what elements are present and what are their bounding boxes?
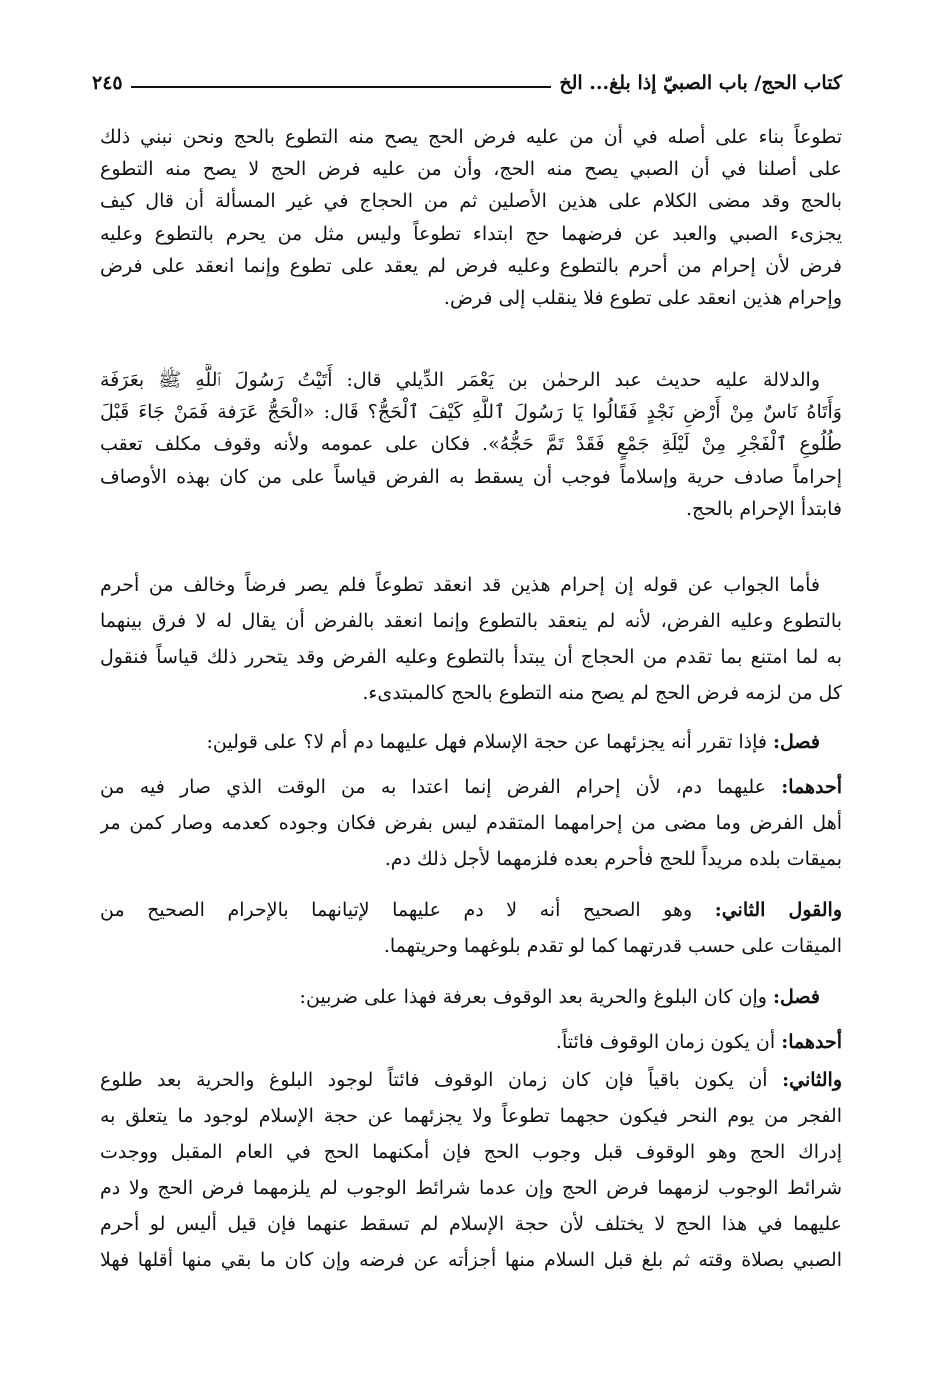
text-line: بالحج وقد مضى الكلام على هذين الأصلين ثم من الحجاج في غير المسألة أن قال كيف — [100, 190, 842, 213]
paragraph-second-case — [100, 1062, 842, 1278]
paragraph-1 — [100, 121, 842, 314]
text-line: إدراك الحج وهو الوقوف قبل وجوب الحج فإن أمكنهما الحج في العام المقبل ووجدت — [100, 1141, 842, 1163]
page-number: ٢٤٥ — [92, 72, 123, 94]
section-lead: فصل: — [773, 986, 820, 1008]
running-header — [92, 66, 842, 100]
section-fasl-2 — [100, 979, 842, 1015]
text-line: فإذا تقرر أنه يجزئهما عن حجة الإسلام فهل عليهما دم أم لا؟ على قولين: — [206, 731, 767, 753]
text-line: تطوعاً بناء على أصله في أن من عليه فرض الحج يصح منه التطوع بالحج ونحن نبني ذلك — [100, 126, 842, 148]
text-line: فأما الجواب عن قوله إن إحرام هذين قد انعقد تطوعاً فلم يصر فرضاً وخالف من أحرم — [100, 574, 820, 596]
text-line: والدلالة عليه حديث عبد الرحمٰن بن يَعْمَر الدِّيلي قال: أَتَيْتُ رَسُولَ ٱللَّهِ ﷺ بعَرَفَة — [100, 369, 820, 391]
text-line: عليهما دم، لأن إحرام الفرض إنما اعتدا به من الوقت الذي صار فيه من — [100, 776, 767, 798]
header-rule — [131, 86, 552, 88]
text-line: فابتدأ الإحرام بالحج. — [685, 497, 842, 520]
text-line: الفجر من يوم النحر فيكون حجهما تطوعاً ولا يجزئهما عن حجة الإسلام لوجود ما يتعلق به — [100, 1105, 842, 1127]
running-title: كتاب الحج/ باب الصبيّ إذا بلغ... الخ — [559, 72, 842, 94]
paragraph-first-opinion — [100, 769, 842, 877]
text-line: على أصلنا في أن الصبي يصح منه الحج، وأن من عليه فرض الحج لا يصح منه التطوع — [100, 158, 842, 181]
text-line: وإحرام هذين انعقد على تطوع فلا ينقلب إلى فرض. — [443, 286, 842, 309]
text-line: وإن كان البلوغ والحرية بعد الوقوف بعرفة فهذا على ضربين: — [299, 986, 767, 1008]
section-lead: والثاني: — [782, 1069, 842, 1091]
section-lead: والقول الثاني: — [714, 899, 842, 921]
paragraph-first-case — [100, 1024, 842, 1060]
paragraph-hadith — [100, 364, 842, 525]
text-line: إحراماً صادف حرية وإسلاماً فوجب أن يسقط به الفرض قياساً على من كان بهذه الأوصاف — [100, 465, 842, 488]
section-fasl-1 — [100, 724, 842, 760]
paragraph-answer — [100, 567, 842, 711]
text-line: به لما امتنع بما تقدم من الحجاج أن يبتدأ بالتطوع وعليه الفرض وقد يتحرر ذلك قياساً فنقول — [100, 646, 842, 668]
text-line: وهو الصحيح أنه لا دم عليهما لإتيانهما بالإحرام الصحيح من — [100, 899, 693, 921]
text-line: فرض لأن إحرام من أحرم بالتطوع وعليه فرض لم يعقد على تطوع وإنما انعقد على فرض — [100, 254, 842, 277]
text-line: الصبي بصلاة وقته ثم بلغ قبل السلام منها أجزأته عن فرضه وإن كان ما بقي منها أقلها فهلا — [100, 1249, 842, 1271]
text-line: وَأَتَاهُ نَاسٌ مِنْ أَرْضِ نَجْدٍ فَقَالُوا يَا رَسُولَ ٱللَّهِ كَيْفَ ٱلْحَجُّ؟ قَال: «الْحَجُّ عَرَفة فَمَنْ جَاءَ قَبْلَ — [100, 401, 842, 424]
section-lead: أحدهما: — [781, 1031, 842, 1053]
section-lead: فصل: — [773, 731, 820, 753]
text-line: أهل الفرض وما مضى من إحرامهما المتقدم ليس بفرض فكان وجوده كعدمه وصار كمن مر — [100, 812, 842, 834]
text-line: عليهما في هذا الحج لا يختلف لأن حجة الإسلام لم تسقط عنهما فإن قيل أليس لو أحرم — [100, 1213, 842, 1235]
text-line: يجزىء الصبي والعبد عن فرضهما حج ابتداء تطوعاً وليس مثل من يحرم بالتطوع وعليه — [100, 222, 842, 245]
section-lead: أحدهما: — [781, 776, 842, 798]
text-line: طُلُوعِ ٱلْفَجْرِ مِنْ لَيْلَةِ جَمْعٍ فَقَدْ تَمَّ حَجُّهُ». فكان على عمومه ولأنه وقوف مكلف تعقب — [100, 433, 842, 456]
text-line: بميقات بلده مريداً للحج فأحرم بعده فلزمهما لأجل ذلك دم. — [384, 848, 842, 870]
text-line: أن يكون باقياً فإن كان زمان الوقوف فائتاً لوجود البلوغ والحرية بعد طلوع — [100, 1069, 768, 1091]
paragraph-second-opinion — [100, 892, 842, 964]
text-line: الميقات على حسب قدرتهما كما لو تقدم بلوغهما وحريتهما. — [383, 935, 842, 957]
text-line: أن يكون زمان الوقوف فائتاً. — [555, 1031, 776, 1053]
text-line: بالتطوع وعليه الفرض، لأنه لم ينعقد بالتطوع وإنما انعقد بالفرض أن يقال له لا فرق بينهما — [100, 610, 842, 632]
text-line: شرائط الوجوب لزمهما فرض الحج وإن عدما شرائط الوجوب لم يلزمهما فرض الحج ولا دم — [100, 1177, 842, 1199]
text-line: كل من لزمه فرض الحج لم يصح منه التطوع بالحج كالمبتدىء. — [362, 682, 842, 704]
